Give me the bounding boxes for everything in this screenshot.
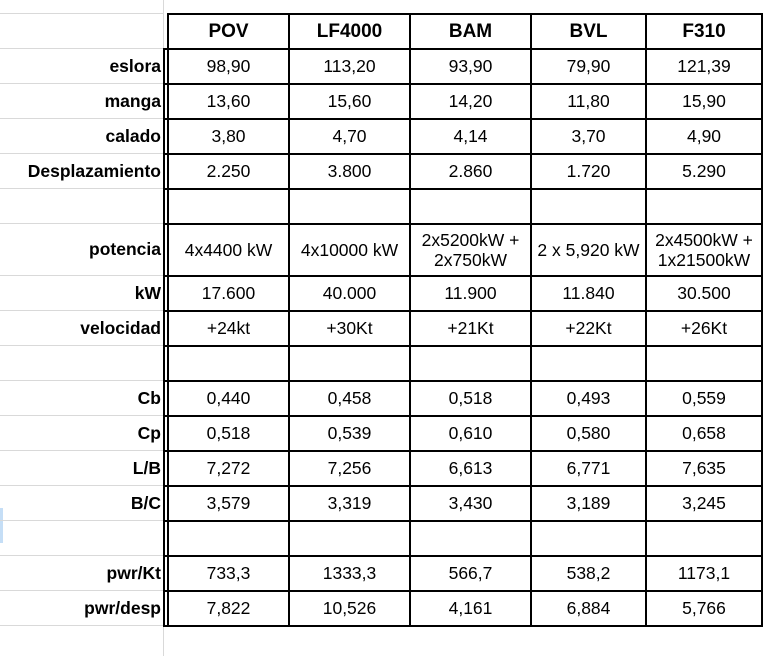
gridline <box>0 590 164 591</box>
value-cell[interactable]: 0,518 <box>168 416 289 451</box>
value-cell[interactable]: 0,458 <box>289 381 410 416</box>
table-row <box>164 189 762 224</box>
gridline <box>0 520 164 521</box>
value-cell[interactable]: 2x5200kW + 2x750kW <box>410 224 531 276</box>
value-cell[interactable]: 15,90 <box>646 84 762 119</box>
gridline <box>0 83 164 84</box>
value-cell[interactable]: 0,580 <box>531 416 646 451</box>
table-row <box>164 451 762 486</box>
row-label: Desplazamiento <box>27 160 161 181</box>
table-row <box>164 154 762 189</box>
value-cell[interactable]: 5,766 <box>646 591 762 626</box>
row-label: manga <box>104 90 161 111</box>
value-cell[interactable]: 0,493 <box>531 381 646 416</box>
value-cell[interactable] <box>289 521 410 556</box>
value-cell[interactable]: 3,319 <box>289 486 410 521</box>
column-header[interactable]: POV <box>168 14 289 49</box>
value-cell[interactable]: 2 x 5,920 kW <box>531 224 646 276</box>
value-cell[interactable]: 3,80 <box>168 119 289 154</box>
row-label: L/B <box>132 457 161 478</box>
value-cell[interactable]: 6,884 <box>531 591 646 626</box>
value-cell[interactable]: 0,440 <box>168 381 289 416</box>
column-header[interactable]: BVL <box>531 14 646 49</box>
value-cell[interactable]: 98,90 <box>168 49 289 84</box>
value-cell[interactable]: 79,90 <box>531 49 646 84</box>
value-cell[interactable]: +22Kt <box>531 311 646 346</box>
gridline <box>0 118 164 119</box>
value-cell[interactable]: 15,60 <box>289 84 410 119</box>
value-cell[interactable]: +30Kt <box>289 311 410 346</box>
value-cell[interactable]: 3,245 <box>646 486 762 521</box>
value-cell[interactable]: 733,3 <box>168 556 289 591</box>
value-cell[interactable]: 0,539 <box>289 416 410 451</box>
row-label: eslora <box>109 55 161 76</box>
value-cell[interactable]: 4,14 <box>410 119 531 154</box>
table-row <box>164 381 762 416</box>
value-cell[interactable] <box>531 189 646 224</box>
value-cell[interactable]: 538,2 <box>531 556 646 591</box>
value-cell[interactable]: +24kt <box>168 311 289 346</box>
value-cell[interactable]: 93,90 <box>410 49 531 84</box>
value-cell[interactable]: 7,272 <box>168 451 289 486</box>
value-cell[interactable]: 10,526 <box>289 591 410 626</box>
gridline <box>0 153 164 154</box>
comparison-table <box>163 13 763 627</box>
gridline <box>0 380 164 381</box>
value-cell[interactable] <box>168 189 289 224</box>
value-cell[interactable]: 30.500 <box>646 276 762 311</box>
table-row <box>164 346 762 381</box>
gridline <box>0 485 164 486</box>
value-cell[interactable]: 4,70 <box>289 119 410 154</box>
value-cell[interactable]: +26Kt <box>646 311 762 346</box>
value-cell[interactable]: 5.290 <box>646 154 762 189</box>
value-cell[interactable]: 566,7 <box>410 556 531 591</box>
gridline <box>0 223 164 224</box>
value-cell[interactable] <box>168 346 289 381</box>
value-cell[interactable]: 7,256 <box>289 451 410 486</box>
gridline <box>0 188 164 189</box>
gridline <box>0 275 164 276</box>
table-row <box>164 119 762 154</box>
value-cell[interactable]: 2.250 <box>168 154 289 189</box>
gridline <box>0 415 164 416</box>
value-cell[interactable] <box>646 346 762 381</box>
value-cell[interactable]: 0,559 <box>646 381 762 416</box>
value-cell[interactable]: 4x10000 kW <box>289 224 410 276</box>
value-cell[interactable] <box>531 521 646 556</box>
value-cell[interactable] <box>646 521 762 556</box>
value-cell[interactable]: 13,60 <box>168 84 289 119</box>
gridline <box>0 13 164 14</box>
row-label: velocidad <box>80 317 161 338</box>
table-row <box>164 416 762 451</box>
value-cell[interactable]: 3,430 <box>410 486 531 521</box>
row-label: kW <box>134 282 161 303</box>
value-cell[interactable] <box>168 521 289 556</box>
value-cell[interactable]: 11.840 <box>531 276 646 311</box>
value-cell[interactable] <box>289 189 410 224</box>
row-label: pwr/desp <box>84 597 161 618</box>
value-cell[interactable] <box>410 346 531 381</box>
row-label: potencia <box>89 239 161 259</box>
table-row <box>164 49 762 84</box>
value-cell[interactable]: 7,822 <box>168 591 289 626</box>
gridline <box>0 450 164 451</box>
value-cell[interactable]: 7,635 <box>646 451 762 486</box>
column-header[interactable]: F310 <box>646 14 762 49</box>
value-cell[interactable] <box>289 346 410 381</box>
value-cell[interactable] <box>531 346 646 381</box>
value-cell[interactable]: 1333,3 <box>289 556 410 591</box>
table-row <box>164 591 762 626</box>
column-header[interactable]: LF4000 <box>289 14 410 49</box>
value-cell[interactable]: +21Kt <box>410 311 531 346</box>
table-row <box>164 556 762 591</box>
gridline <box>0 310 164 311</box>
table-row <box>164 224 762 276</box>
value-cell[interactable]: 14,20 <box>410 84 531 119</box>
gridline <box>0 48 164 49</box>
value-cell[interactable]: 4x4400 kW <box>168 224 289 276</box>
value-cell[interactable] <box>646 189 762 224</box>
table-row <box>164 276 762 311</box>
value-cell[interactable]: 6,771 <box>531 451 646 486</box>
value-cell[interactable]: 0,518 <box>410 381 531 416</box>
value-cell[interactable]: 3,70 <box>531 119 646 154</box>
value-cell[interactable]: 11,80 <box>531 84 646 119</box>
table-row <box>164 311 762 346</box>
row-label: B/C <box>130 492 161 513</box>
value-cell[interactable]: 40.000 <box>289 276 410 311</box>
value-cell[interactable]: 11.900 <box>410 276 531 311</box>
value-cell[interactable]: 17.600 <box>168 276 289 311</box>
value-cell[interactable]: 3,579 <box>168 486 289 521</box>
value-cell[interactable]: 2.860 <box>410 154 531 189</box>
value-cell[interactable]: 6,613 <box>410 451 531 486</box>
gridline <box>0 345 164 346</box>
value-cell[interactable]: 3,189 <box>531 486 646 521</box>
value-cell[interactable]: 0,658 <box>646 416 762 451</box>
row-label: Cb <box>137 387 161 408</box>
table-row <box>164 486 762 521</box>
table-row <box>164 521 762 556</box>
value-cell[interactable]: 121,39 <box>646 49 762 84</box>
value-cell[interactable]: 1173,1 <box>646 556 762 591</box>
table-row <box>164 84 762 119</box>
value-cell[interactable] <box>410 189 531 224</box>
value-cell[interactable]: 113,20 <box>289 49 410 84</box>
gridline <box>0 555 164 556</box>
value-cell[interactable]: 4,161 <box>410 591 531 626</box>
value-cell[interactable]: 2x4500kW + 1x21500kW <box>646 224 762 276</box>
value-cell[interactable]: 0,610 <box>410 416 531 451</box>
column-header[interactable]: BAM <box>410 14 531 49</box>
row-label: Cp <box>137 422 161 443</box>
gridline <box>0 625 164 626</box>
value-cell[interactable]: 1.720 <box>531 154 646 189</box>
value-cell[interactable]: 3.800 <box>289 154 410 189</box>
row-label: pwr/Kt <box>106 562 161 583</box>
value-cell[interactable]: 4,90 <box>646 119 762 154</box>
row-label: calado <box>105 125 161 146</box>
row-selection-marker <box>0 508 3 543</box>
value-cell[interactable] <box>410 521 531 556</box>
